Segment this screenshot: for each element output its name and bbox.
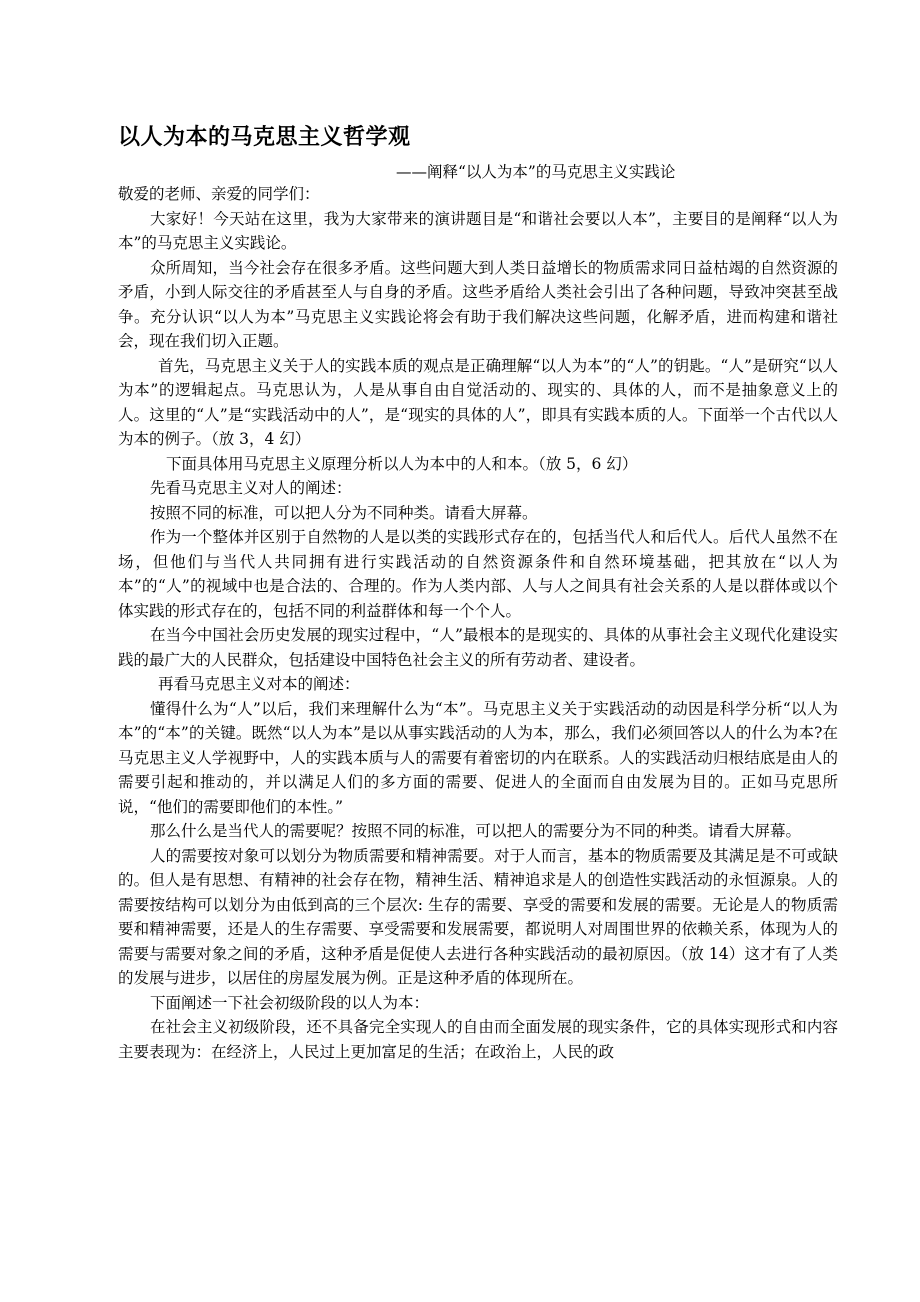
- paragraph: 在社会主义初级阶段，还不具备完全实现人的自由而全面发展的现实条件，它的具体实现形式和内容主要表现为：在经济上，人民过上更加富足的生活；在政治上，人民的政: [118, 1018, 838, 1061]
- paragraph: 下面具体用马克思主义原理分析以人为本中的人和本。（放 5，6 幻）: [166, 454, 638, 473]
- paragraph: 按照不同的标准，可以把人分为不同种类。请看大屏幕。: [150, 503, 538, 522]
- paragraph: 作为一个整体并区别于自然物的人是以类的实践形式存在的，包括当代人和后代人。后代人虽然不在场，但他们与当代人共同拥有进行实践活动的自然资源条件和自然环境基础，把其放在“以人为本”的“人”的视域中也是合法的、合理的。作为人类内部、人与人之间具有社会关系的人是以群体或以个体实践的形式存在的，包括不同的利益群体和每一个个人。: [118, 528, 838, 620]
- document-body: [118, 182, 838, 1064]
- paragraph: 首先，马克思主义关于人的实践本质的观点是正确理解“以人为本”的“人”的钥匙。“人”是研究“以人为本”的逻辑起点。马克思认为，人是从事自由自觉活动的、现实的、具体的人，而不是抽象意义上的人。这里的“人”是“实践活动中的人”，是“现实的具体的人”，即具有实践本质的人。下面举一个古代以人为本的例子。（放 3，4 幻）: [118, 356, 838, 448]
- paragraph: 再看马克思主义对本的阐述：: [158, 675, 360, 693]
- paragraph: 在当今中国社会历史发展的现实过程中，“人”最根本的是现实的、具体的从事社会主义现代化建设实践的最广大的人民群众，包括建设中国特色社会主义的所有劳动者、建设者。: [118, 626, 838, 669]
- paragraph: 下面阐述一下社会初级阶段的以人为本：: [150, 993, 430, 1012]
- paragraph: 众所周知，当今社会存在很多矛盾。这些问题大到人类日益增长的物质需求同日益枯竭的自然资源的矛盾，小到人际交往的矛盾甚至人与自身的矛盾。这些矛盾给人类社会引出了各种问题，导致冲突甚至战争。充分认识“以人为本”马克思主义实践论将会有助于我们解决这些问题，化解矛盾，进而构建和谐社会，现在我们切入正题。: [118, 258, 838, 350]
- document-title: 以人为本的马克思主义哲学观: [118, 125, 411, 150]
- paragraph: 懂得什么为“人”以后，我们来理解什么为“本”。马克思主义关于实践活动的动因是科学分析“以人为本”的“本”的关键。既然“以人为本”是以从事实践活动的人为本，那么，我们必须回答以人的什么为本?在马克思主义人学视野中，人的实践本质与人的需要有着密切的内在联系。人的实践活动归根结底是由人的需要引起和推动的，并以满足人们的多方面的需要、促进人的全面而自由发展为目的。正如马克思所说，“他们的需要即他们的本性。”: [118, 699, 838, 816]
- paragraph: 人的需要按对象可以划分为物质需要和精神需要。对于人而言，基本的物质需要及其满足是不可或缺的。但人是有思想、有精神的社会存在物，精神生活、精神追求是人的创造性实践活动的永恒源泉。人的需要按结构可以划分为由低到高的三个层次: 生存的需要、享受的需要和发展的需要。无论是人的物质需要和精神需要，还是人的生存需要、享受需要和发展需要，都说明人对周围世界的依赖关系，体现为人的需要与需要对象之间的矛盾，这种矛盾是促使人去进行各种实践活动的最初原因。（放 14）这才有了人类的发展与进步，以居住的房屋发展为例。正是这种矛盾的体现所在。: [118, 846, 838, 987]
- document-subtitle: ——阐释“以人为本”的马克思主义实践论: [396, 163, 676, 181]
- paragraph: 先看马克思主义对人的阐述：: [150, 479, 352, 497]
- paragraph: 大家好！今天站在这里，我为大家带来的演讲题目是“和谐社会要以人本”，主要目的是阐释“以人为本”的马克思主义实践论。: [118, 209, 838, 252]
- paragraph: 那么什么是当代人的需要呢？按照不同的标准，可以把人的需要分为不同的种类。请看大屏幕。: [150, 822, 802, 840]
- greeting: 敬爱的老师、亲爱的同学们：: [118, 185, 320, 203]
